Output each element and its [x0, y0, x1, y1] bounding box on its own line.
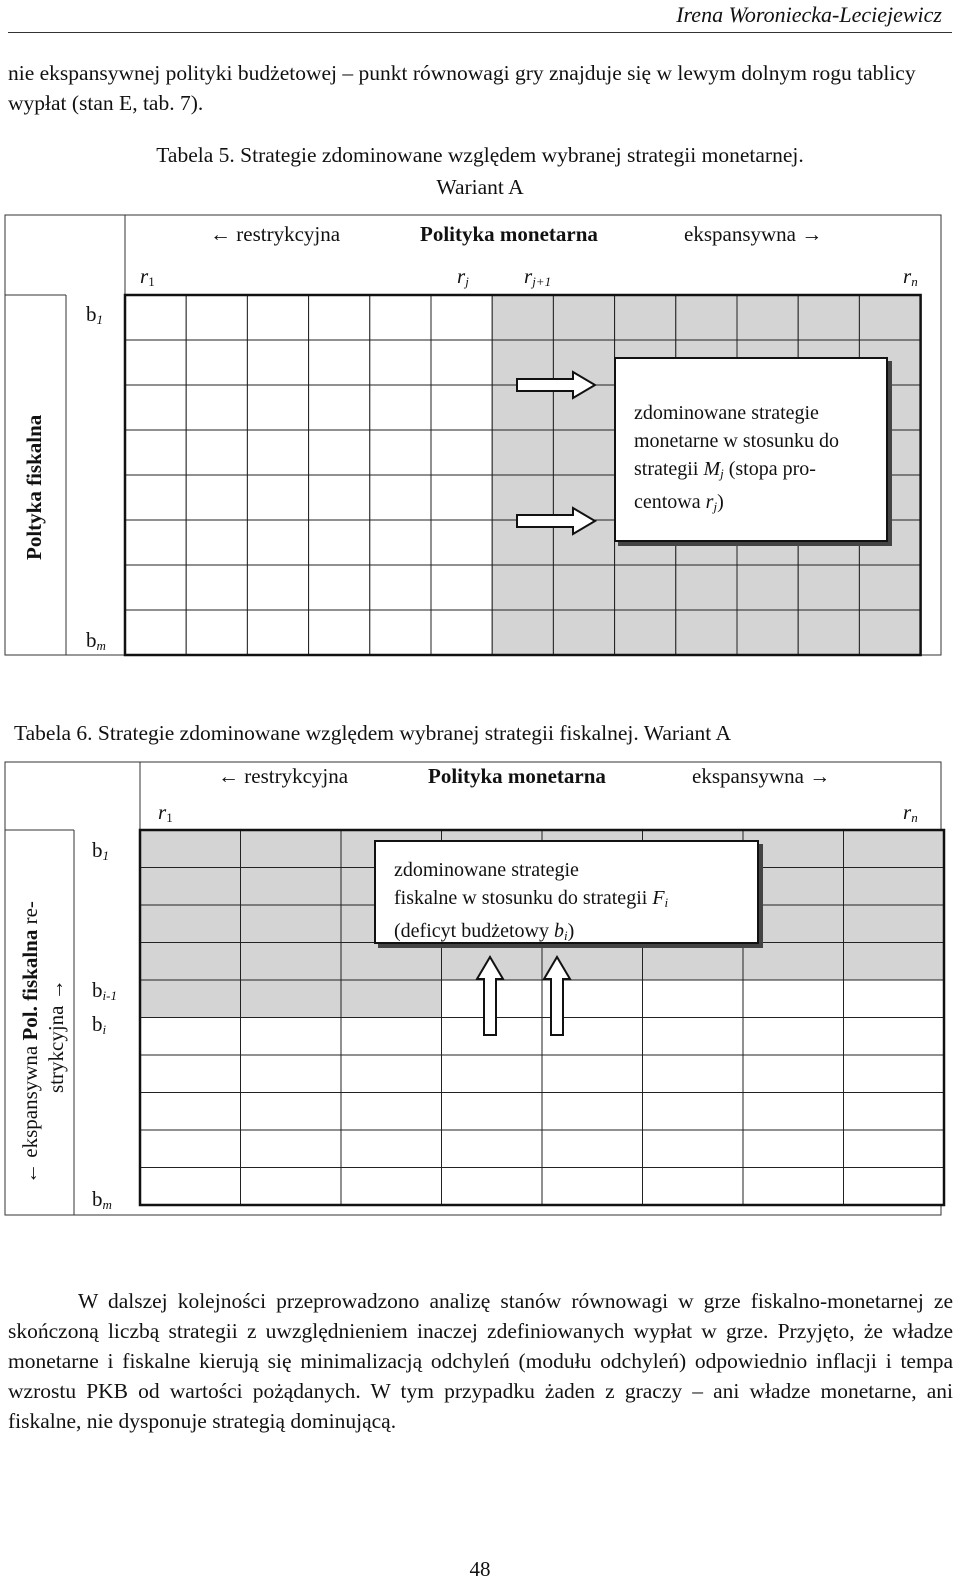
table5-grid-cell	[247, 430, 308, 475]
table5-grid-cell	[676, 565, 737, 610]
table5-grid-cell	[186, 520, 247, 565]
table5-grid-cell	[125, 610, 186, 655]
table6-row-bm: $b_m$	[92, 1187, 112, 1212]
table6-grid-cell	[542, 1055, 643, 1093]
running-header-author: Irena Woroniecka-Leciejewicz	[676, 2, 942, 27]
table6-grid-cell	[140, 1168, 241, 1206]
table6-grid-cell	[643, 1093, 744, 1131]
table6-grid-cell	[140, 1093, 241, 1131]
table5-row-b1: $b_1$	[86, 302, 103, 327]
table6-grid-cell	[643, 1018, 744, 1056]
table6-caption: Tabela 6. Strategie zdominowane względem wybranej strategii fiskalnej. Wariant A	[14, 721, 731, 745]
table5-grid-cell	[370, 295, 431, 340]
table5-grid-cell	[247, 520, 308, 565]
table5-grid-cell	[553, 430, 614, 475]
table5-grid-cell	[431, 610, 492, 655]
table5-grid-cell	[615, 565, 676, 610]
table6-grid-cell	[743, 1018, 844, 1056]
table5-grid-cell	[247, 385, 308, 430]
table5-grid-cell	[125, 340, 186, 385]
table6-row-b1: $b_1$	[92, 838, 109, 863]
table5-grid-cell	[431, 475, 492, 520]
table5-grid-cell	[737, 295, 798, 340]
table5-grid-cell	[492, 565, 553, 610]
table6-row-bi1: $b_{i-1}$	[92, 978, 117, 1003]
table5-caption-line1: Tabela 5. Strategie zdominowane względem wybranej strategii monetarnej.	[156, 143, 804, 167]
table5-grid-cell	[309, 385, 370, 430]
table6-grid-cell	[844, 943, 945, 981]
table6-grid-cell	[442, 1055, 543, 1093]
table5-caption-line2: Wariant A	[436, 175, 524, 199]
table5-grid-cell	[370, 520, 431, 565]
table5-grid-cell	[431, 520, 492, 565]
table6-grid-cell	[341, 1018, 442, 1056]
table5-grid-cell	[309, 520, 370, 565]
table6-box-line1: zdominowane strategie	[394, 859, 579, 881]
table6-grid-cell	[743, 1168, 844, 1206]
table5-col-r1: $r_1$	[140, 264, 155, 289]
table5-grid-cell	[247, 565, 308, 610]
table5-grid-cell	[370, 340, 431, 385]
table5-row-bm: $b_m$	[86, 628, 106, 653]
table5-grid-cell	[370, 475, 431, 520]
table6-grid-cell	[643, 1130, 744, 1168]
table5-grid-cell	[431, 340, 492, 385]
table6-vertical-outer-label: ← ekspansywna Pol. fiskalna re-	[18, 901, 42, 1184]
table5-grid-cell	[125, 475, 186, 520]
table5-grid-cell	[247, 610, 308, 655]
table6-grid-cell	[241, 830, 342, 868]
table6-grid-cell	[844, 1168, 945, 1206]
table5-grid-cell	[553, 610, 614, 655]
table5-axis-left: ← restrykcyjna	[210, 222, 341, 246]
table5-grid-cell	[859, 565, 920, 610]
table5-grid-cell	[553, 295, 614, 340]
table5-dominated-box	[614, 357, 888, 542]
table6-grid-cell	[140, 980, 241, 1018]
table6-grid-cell	[442, 1168, 543, 1206]
table5-grid-cell	[431, 295, 492, 340]
table5-arrow-right-bottom-icon	[515, 506, 597, 536]
table6-grid-cell	[241, 905, 342, 943]
table5-grid-cell	[370, 430, 431, 475]
table6-grid-cell	[643, 980, 744, 1018]
body-paragraph: W dalszej kolejności przeprowadzono analizę stanów równowagi w grze fiskalno-monetarnej ze skończoną liczbą strategii z uwzględnieniem inaczej zdefiniowanych wypłat w grze. Przyjęto, że władze monetarne i fiskalne kierują się minimalizacją odchyleń (modułu odchyleń) odpowiednio inflacji i tempa wzrostu PKB od wartości pożądanych. W tym przypadku żaden z graczy – ani władze monetarne, ani fiskalne, nie dysponuje strategią dominującą.	[8, 1289, 953, 1433]
table5-grid-cell	[737, 565, 798, 610]
table6-grid-cell	[140, 1018, 241, 1056]
table6-box-line2: fiskalne w stosunku do strategii $F_i$	[394, 887, 669, 910]
table5-grid-cell	[859, 610, 920, 655]
table5-grid-cell	[309, 340, 370, 385]
table5-col-rj: $r_j$	[457, 264, 469, 289]
table6-vertical-inner-label: strykcyjna →	[44, 979, 68, 1093]
table6-arrow-up-right-icon	[542, 955, 572, 1037]
table6-grid-cell	[341, 1168, 442, 1206]
table6-arrow-up-left-icon	[475, 955, 505, 1037]
table6-grid-cell	[844, 905, 945, 943]
table5-grid-cell	[553, 565, 614, 610]
table5-grid-cell	[247, 295, 308, 340]
table6-grid-cell	[241, 1168, 342, 1206]
table6-grid-cell	[341, 1055, 442, 1093]
table6-grid-cell	[241, 980, 342, 1018]
table5-grid-cell	[492, 295, 553, 340]
table6-dominated-box	[374, 840, 759, 944]
table5-grid-cell	[309, 610, 370, 655]
table5-grid-cell	[431, 430, 492, 475]
table6-grid-cell	[743, 943, 844, 981]
table6-grid-cell	[241, 1093, 342, 1131]
table6-grid-cell	[743, 1055, 844, 1093]
table6-grid-cell	[241, 943, 342, 981]
table6-grid-cell	[743, 980, 844, 1018]
table5-grid-cell	[125, 295, 186, 340]
table5-grid-cell	[309, 565, 370, 610]
table5-grid-cell	[125, 520, 186, 565]
table5-grid-cell	[247, 340, 308, 385]
table5-grid-cell	[859, 295, 920, 340]
table5-grid-cell	[309, 475, 370, 520]
table6-grid-cell	[542, 1130, 643, 1168]
table6-grid-cell	[140, 905, 241, 943]
table6-grid-cell	[643, 1055, 744, 1093]
table6-grid-cell	[140, 1130, 241, 1168]
table6-grid-cell	[542, 1093, 643, 1131]
table5-grid-cell	[309, 295, 370, 340]
table5-grid-cell	[431, 385, 492, 430]
table5-grid-cell	[186, 340, 247, 385]
table6-axis-right: ekspansywna →	[692, 764, 831, 788]
table5-grid-cell	[370, 610, 431, 655]
table6-grid-cell	[140, 1055, 241, 1093]
table5-grid-cell	[309, 430, 370, 475]
table5-grid-cell	[798, 610, 859, 655]
table5-col-rj1: $r_{j+1}$	[524, 264, 552, 289]
table5-grid-cell	[186, 430, 247, 475]
table5-grid-cell	[676, 610, 737, 655]
table5-grid-cell	[737, 610, 798, 655]
table5-grid-cell	[798, 295, 859, 340]
table5-grid-cell	[186, 475, 247, 520]
table5-col-rn: $r_n$	[903, 264, 918, 289]
table5-grid-cell	[370, 385, 431, 430]
table5-grid-cell	[615, 610, 676, 655]
table5-grid-cell	[370, 565, 431, 610]
table6-grid-cell	[844, 980, 945, 1018]
table6-row-bi: $b_i$	[92, 1012, 107, 1037]
table5-vertical-label: Poltyka fiskalna	[22, 414, 46, 560]
table5-grid-cell	[125, 385, 186, 430]
table6-grid-cell	[241, 868, 342, 906]
page-number: 48	[469, 1557, 491, 1581]
table5-grid-cell	[492, 610, 553, 655]
table6-axis-left: ← restrykcyjna	[218, 764, 349, 788]
table5-grid-cell	[431, 565, 492, 610]
table6-col-rn: $r_n$	[903, 800, 918, 825]
table5-grid-cell	[186, 295, 247, 340]
table6-grid-cell	[140, 943, 241, 981]
table6-grid-cell	[341, 1093, 442, 1131]
table5-grid-cell	[186, 385, 247, 430]
table6-grid-cell	[542, 1168, 643, 1206]
table5-grid-cell	[125, 430, 186, 475]
table6-col-r1: $r_1$	[158, 800, 173, 825]
table5-box-line4: centowa $r_j$)	[634, 491, 724, 514]
table5-box-line2: monetarne w stosunku do	[634, 430, 839, 452]
table6-grid-cell	[844, 868, 945, 906]
table6-grid-cell	[844, 1093, 945, 1131]
table6-grid-cell	[140, 868, 241, 906]
table5-axis-title: Polityka monetarna	[420, 222, 598, 246]
table6-grid-cell	[341, 1130, 442, 1168]
table6-axis-title: Polityka monetarna	[428, 764, 606, 788]
table5-grid-cell	[798, 565, 859, 610]
table5-grid-cell	[125, 565, 186, 610]
table5-grid-cell	[676, 295, 737, 340]
table5-box-line1: zdominowane strategie	[634, 402, 819, 424]
table5-grid-cell	[492, 430, 553, 475]
table6-grid-cell	[743, 1130, 844, 1168]
table5-arrow-right-top-icon	[515, 370, 597, 400]
table6-grid-cell	[844, 1130, 945, 1168]
table6-grid-cell	[844, 1018, 945, 1056]
table5-grid-cell	[247, 475, 308, 520]
table6-grid-cell	[844, 830, 945, 868]
table6-box-line3: (deficyt budżetowy $b_i$)	[394, 920, 575, 943]
table6-grid-cell	[241, 1018, 342, 1056]
table5-grid-cell	[186, 565, 247, 610]
table6-grid-cell	[643, 1168, 744, 1206]
table6-grid-cell	[442, 1130, 543, 1168]
table6-grid-cell	[442, 1093, 543, 1131]
table5-box-line3: strategii $M_j$ (stopa pro-	[634, 458, 816, 481]
table6-grid-cell	[241, 1055, 342, 1093]
table5-grid-cell	[615, 295, 676, 340]
table6-grid-cell	[241, 1130, 342, 1168]
table5-grid-cell	[186, 610, 247, 655]
table6-grid-cell	[140, 830, 241, 868]
table5-axis-right: ekspansywna →	[684, 222, 823, 246]
intro-paragraph: nie ekspansywnej polityki budżetowej – punkt równowagi gry znajduje się w lewym dolnym rogu tablicy wypłat (stan E, tab. 7).	[8, 61, 916, 115]
table6-grid-cell	[844, 1055, 945, 1093]
table6-grid-cell	[743, 1093, 844, 1131]
table6-grid-cell	[341, 980, 442, 1018]
